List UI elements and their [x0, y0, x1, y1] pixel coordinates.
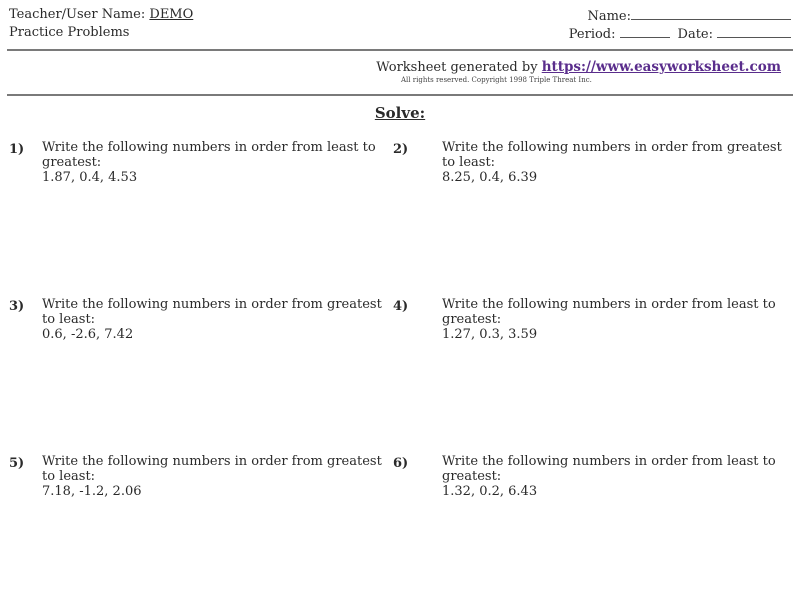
problem-instruction: Write the following numbers in order from greatest to least: — [42, 297, 382, 327]
problem-numbers: 8.25, 0.4, 6.39 — [442, 170, 538, 185]
easyworksheet-link[interactable]: https://www.easyworksheet.com — [541, 59, 781, 75]
period-blank — [620, 25, 670, 38]
date-blank — [717, 25, 791, 38]
problem-number: 6) — [393, 456, 409, 471]
copyright-notice: All rights reserved. Copyright 1998 Triple Threat Inc. — [401, 76, 592, 84]
teacher-name: DEMO — [149, 7, 194, 22]
credit-divider — [7, 94, 793, 96]
credit-line — [376, 59, 781, 75]
problem-instruction: Write the following numbers in order from greatest to least: — [42, 454, 382, 484]
student-name-field — [587, 7, 791, 24]
credit-prefix: Worksheet generated by — [376, 60, 538, 75]
problem-instruction: Write the following numbers in order from least to greatest: — [42, 140, 376, 170]
problem-number: 4) — [393, 299, 409, 314]
header-divider — [7, 49, 793, 51]
date-label: Date: — [677, 27, 713, 42]
problem-numbers: 1.87, 0.4, 4.53 — [42, 170, 138, 185]
name-blank — [631, 7, 791, 20]
problem-number: 2) — [393, 142, 409, 157]
name-label: Name: — [587, 9, 631, 24]
problem-numbers: 1.27, 0.3, 3.59 — [442, 327, 538, 342]
problem-instruction: Write the following numbers in order from least to greatest: — [442, 297, 776, 327]
problem-instruction: Write the following numbers in order from greatest to least: — [442, 140, 782, 170]
problem-numbers: 1.32, 0.2, 6.43 — [442, 484, 538, 499]
worksheet-subtitle: Practice Problems — [9, 25, 130, 40]
teacher-label: Teacher/User Name: — [9, 7, 146, 22]
problem-number: 3) — [9, 299, 25, 314]
period-date-line — [569, 25, 791, 42]
problem-instruction: Write the following numbers in order from least to greatest: — [442, 454, 776, 484]
problem-numbers: 0.6, -2.6, 7.42 — [42, 327, 134, 342]
section-title: Solve: — [374, 104, 426, 122]
problem-number: 5) — [9, 456, 25, 471]
teacher-name-line — [9, 7, 193, 22]
period-label: Period: — [568, 27, 616, 42]
problem-number: 1) — [9, 142, 25, 157]
problem-numbers: 7.18, -1.2, 2.06 — [42, 484, 142, 499]
